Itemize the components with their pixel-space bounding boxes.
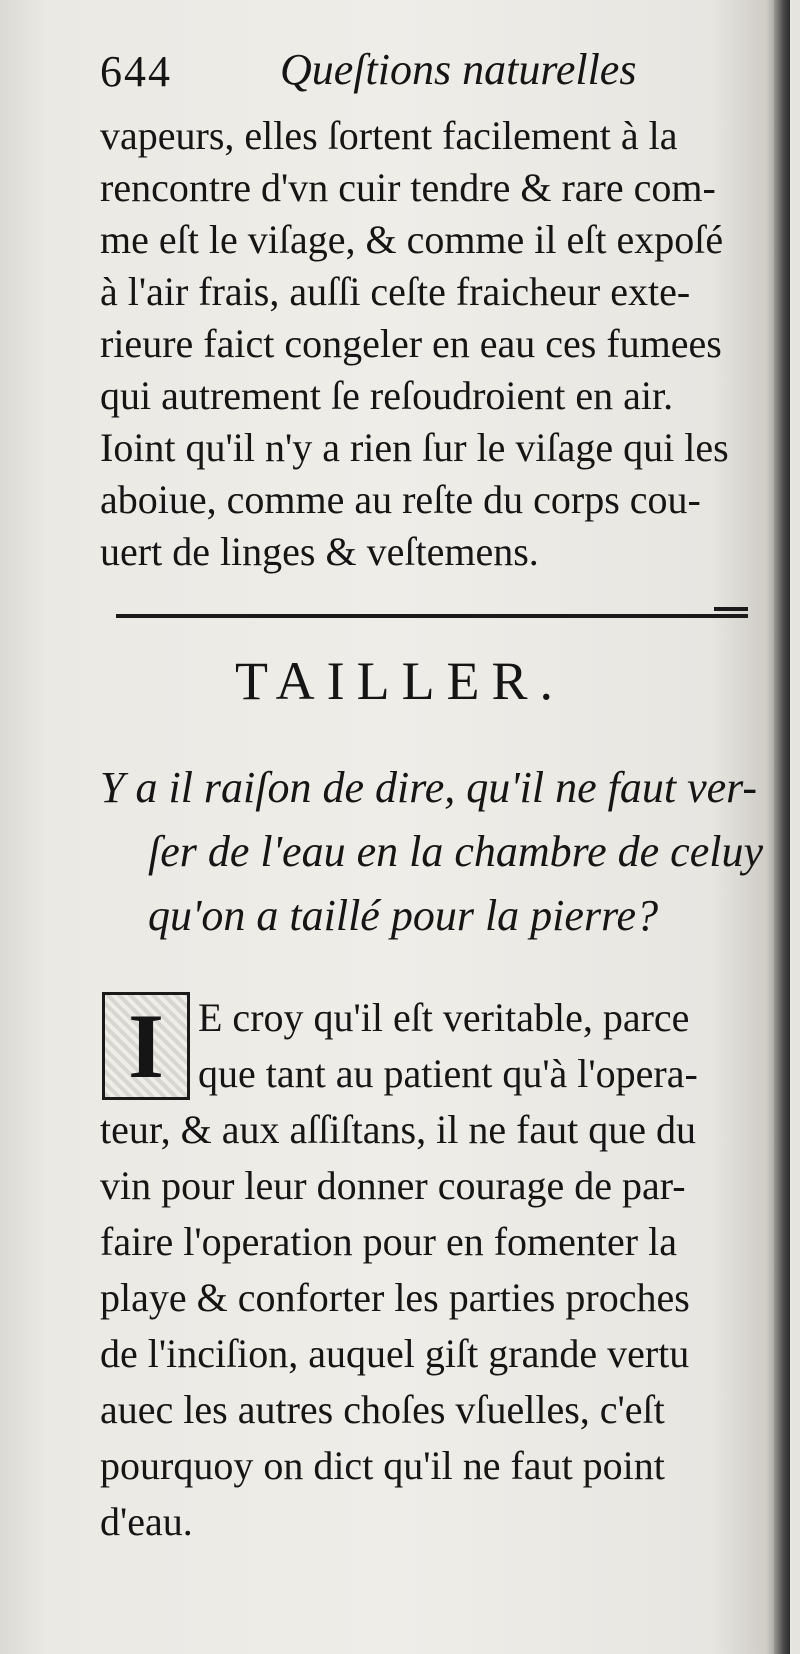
paragraph-continued bbox=[100, 110, 750, 578]
text-line: teur, & aux aſſiſtans, il ne faut que du bbox=[100, 1107, 697, 1152]
text-line: faire l'operation pour en fomenter la bbox=[100, 1219, 677, 1264]
text-line: à l'air frais, auſſi ceſte fraicheur exte- bbox=[100, 269, 691, 314]
text-line: de l'inciſion, auquel giſt grande vertu bbox=[100, 1331, 690, 1376]
text-line: uert de linges & veſtemens. bbox=[100, 529, 539, 574]
text-line: aboiue, comme au reſte du corps cou- bbox=[100, 477, 701, 522]
text-line: pourquoy on dict qu'il ne faut point bbox=[100, 1443, 665, 1488]
text-line: Ioint qu'il n'y a rien ſur le viſage qui les bbox=[100, 425, 729, 470]
text-line: playe & conforter les parties proches bbox=[100, 1275, 690, 1320]
section-divider-tail bbox=[714, 607, 748, 611]
text-line: rencontre d'vn cuir tendre & rare com- bbox=[100, 165, 716, 210]
text-line: rieure faict congeler en eau ces fumees bbox=[100, 321, 722, 366]
text-line: E croy qu'il eſt veritable, parce bbox=[198, 995, 690, 1040]
text-line: qui autrement ſe reſoudroient en air. bbox=[100, 373, 674, 418]
question-line: qu'on a taillé pour la pierre? bbox=[148, 891, 659, 940]
drop-cap-letter: I bbox=[128, 995, 164, 1097]
text-line: d'eau. bbox=[100, 1499, 193, 1544]
section-title: TAILLER. bbox=[234, 651, 566, 711]
section-divider bbox=[116, 614, 748, 618]
page-number: 644 bbox=[100, 47, 172, 96]
question-line: Y a il raiſon de dire, qu'il ne faut ver- bbox=[100, 763, 758, 812]
question-line: ſer de l'eau en la chambre de celuy bbox=[148, 827, 763, 876]
text-line: vapeurs, elles ſortent facilement à la bbox=[100, 113, 678, 158]
text-line: que tant au patient qu'à l'opera- bbox=[198, 1051, 698, 1096]
section-question bbox=[100, 756, 763, 948]
book-spine-shadow bbox=[774, 0, 790, 1654]
answer-paragraph bbox=[100, 990, 750, 1550]
page-header bbox=[100, 40, 740, 100]
text-line: auec les autres choſes vſuelles, c'eſt bbox=[100, 1387, 665, 1432]
text-line: me eſt le viſage, & comme il eſt expoſé bbox=[100, 217, 724, 262]
running-title: Queſtions naturelles bbox=[280, 45, 637, 94]
text-line: vin pour leur donner courage de par- bbox=[100, 1163, 686, 1208]
